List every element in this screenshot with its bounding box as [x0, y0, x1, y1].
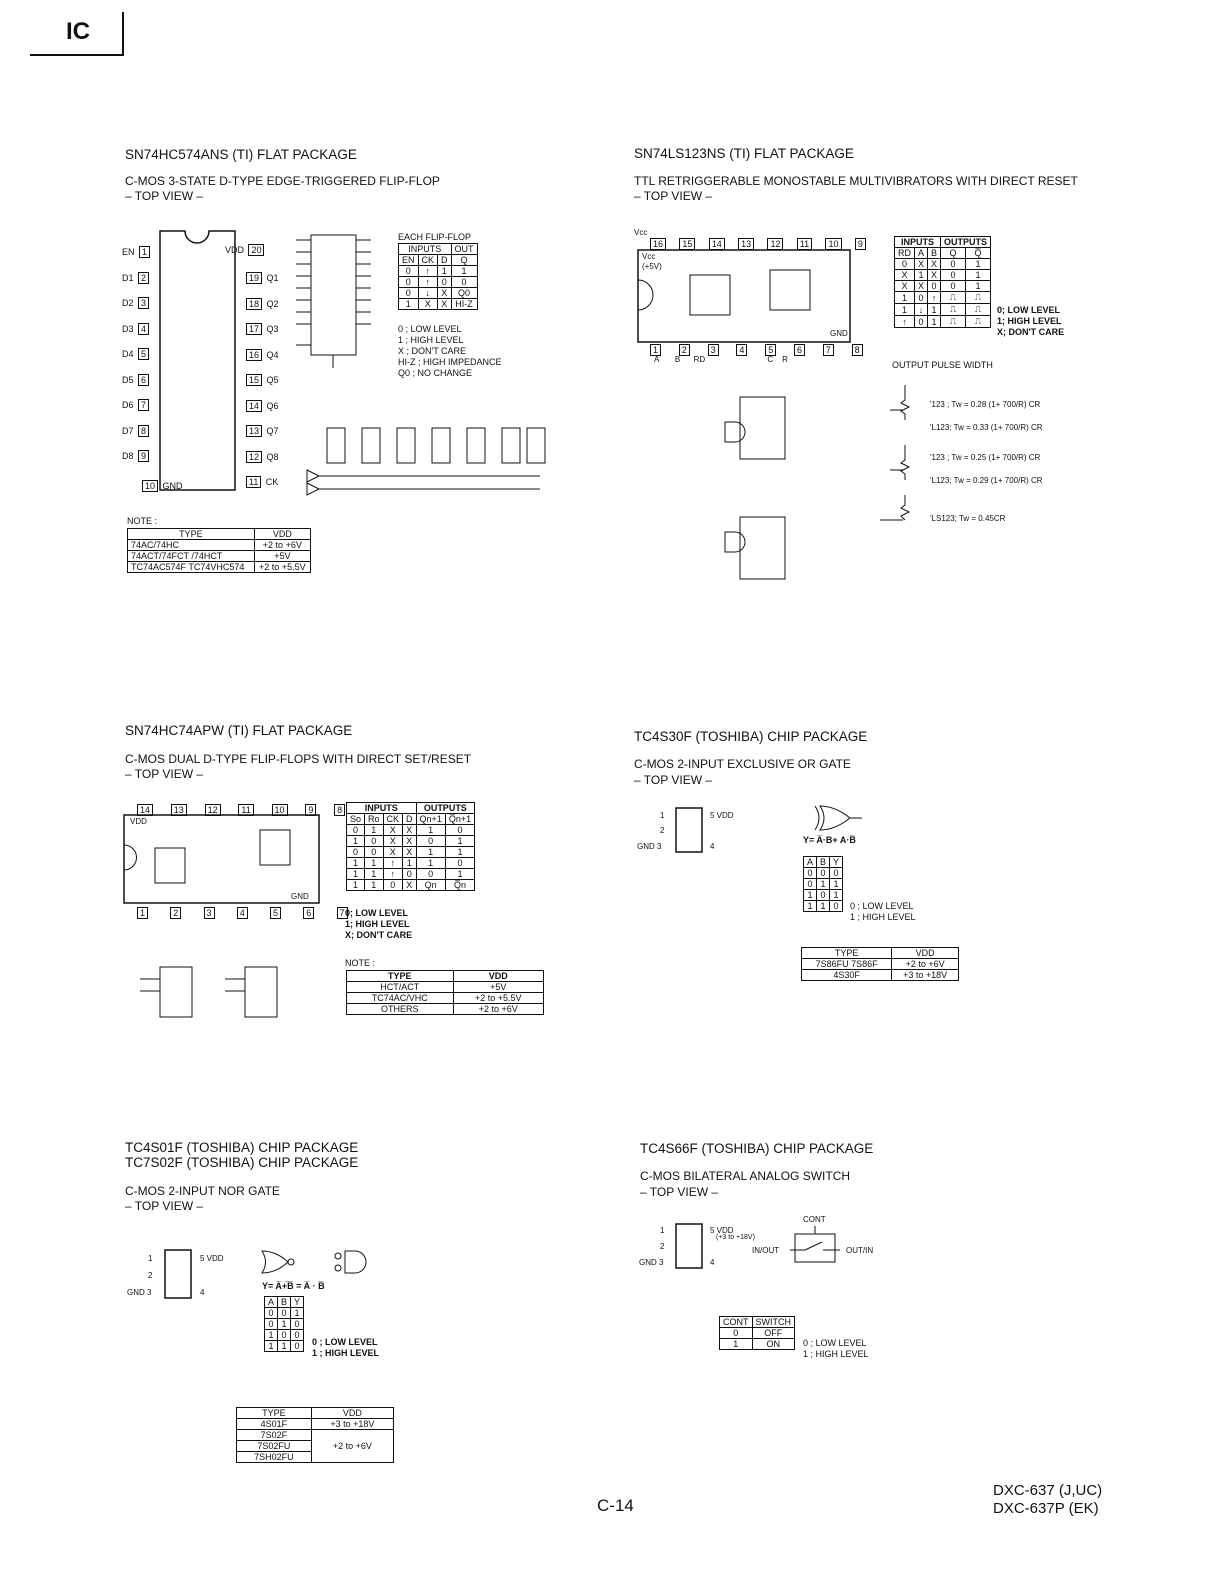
table-row: 1 1 0 [265, 1341, 304, 1352]
s4-truth-table: A B Y 0 0 0 0 1 1 1 0 1 1 1 0 [803, 856, 843, 912]
table-row: 0 1 0 [265, 1319, 304, 1330]
s1-vdd-label: VDD [225, 245, 245, 255]
s5-truth-table: A B Y 0 0 1 0 1 0 1 0 0 1 1 0 [264, 1296, 304, 1352]
s2-bottom-labels: A B RD C R [654, 355, 788, 364]
s1-left-pin: D1 2 [122, 268, 162, 294]
s6-truth-table: CONT SWITCH 0 OFF 1 ON [719, 1316, 795, 1350]
s3-gnd-label: GND [291, 892, 309, 901]
s1-left-pin: D7 8 [122, 421, 162, 447]
s5-desc: C-MOS 2-INPUT NOR GATE [125, 1184, 280, 1198]
s6-inout-label: IN/OUT [752, 1246, 780, 1255]
s1-desc: C-MOS 3-STATE D-TYPE EDGE-TRIGGERED FLIP-FLOP [125, 174, 440, 188]
s2-legend: 0; LOW LEVEL 1; HIGH LEVEL X; DON'T CARE [997, 305, 1065, 337]
s2-gnd-label: GND [830, 329, 848, 338]
table-row: 4S01F +3 to +18V [237, 1419, 394, 1430]
s6-pin: 5 VDD [710, 1226, 734, 1235]
s6-view: – TOP VIEW – [640, 1185, 719, 1199]
s2-pw-line: '123 ; Tw = 0.28 (1+ 700/R) CR [930, 400, 1041, 409]
s1-gnd-label: GND [162, 481, 183, 491]
s6-chip-body [674, 1222, 704, 1270]
s1-left-pin: D8 9 [122, 446, 162, 472]
s4-pin: 1 [660, 811, 665, 820]
s2-pw-title: OUTPUT PULSE WIDTH [892, 360, 993, 370]
table-row: X 1 X 0 1 [895, 270, 991, 281]
s6-pin: GND 3 [639, 1258, 664, 1267]
table-row: 7SH02FU [237, 1452, 394, 1463]
s1-left-pins [122, 242, 162, 472]
s2-vcc-sub: (+5V) [642, 262, 662, 271]
table-row: 1 X X HI-Z [399, 299, 478, 310]
s6-pin: 4 [710, 1258, 715, 1267]
table-row: 1 ON [720, 1339, 795, 1350]
s5-title: TC4S01F (TOSHIBA) CHIP PACKAGE TC7S02F (TOSHIBA) CHIP PACKAGE [125, 1140, 359, 1170]
table-row: 7S02FU [237, 1441, 394, 1452]
table-row: 0 ↓ X Q0 [399, 288, 478, 299]
s2-gate-diagrams [705, 392, 815, 602]
s3-truth-table: INPUTS OUTPUTS So Ro CK D Qn+1 Q̅n+1 0 1 X X 1 0 1 0 X X 0 1 0 0 X X 1 1 1 1 ↑ 1 1 0 1 1 ↑ 0 0 1 1 1 0 X Qn Q̅n [346, 802, 475, 891]
s3-top-pins: 14 13 12 11 10 9 8 [137, 800, 345, 818]
table-row: ↑ 0 1 ⎍ ⎍ [895, 316, 991, 328]
s6-switch-symbol [790, 1226, 840, 1266]
s5-pin: 5 VDD [200, 1254, 224, 1263]
s1-right-pin: 11 CK [246, 472, 296, 498]
s1-ff-table: INPUTS OUT EN CK D Q 0 ↑ 1 1 0 ↑ 0 0 0 ↓ X Q0 1 X X HI-Z [398, 243, 478, 310]
s5-nor-gate-symbols [250, 1248, 390, 1276]
s5-pin: GND 3 [127, 1288, 152, 1297]
s1-note-table: TYPE VDD 74AC/74HC +2 to +6V 74ACT/74FCT /74HCT +5V TC74AC574F TC74VHC574 +2 to +5.5V [127, 528, 311, 573]
model-numbers: DXC-637 (J,UC) DXC-637P (EK) [993, 1482, 1103, 1517]
s5-note-table: TYPE VDD 4S01F +3 to +18V 7S02F +2 to +6V 7S02FU 7SH02FU [236, 1407, 394, 1463]
s3-desc: C-MOS DUAL D-TYPE FLIP-FLOPS WITH DIRECT SET/RESET [125, 752, 472, 766]
table-row: 0 OFF [720, 1328, 795, 1339]
s6-legend: 0 ; LOW LEVEL 1 ; HIGH LEVEL [803, 1338, 869, 1359]
s2-title: SN74LS123NS (TI) FLAT PACKAGE [634, 146, 854, 161]
table-row: 1 1 0 X Qn Q̅n [347, 880, 475, 891]
s2-vcc-label: Vcc [634, 228, 648, 237]
s6-pin: (+3 to +18V) [716, 1234, 755, 1241]
table-row: 0 0 1 [265, 1308, 304, 1319]
s1-left-pin: D4 5 [122, 344, 162, 370]
s3-title: SN74HC74APW (TI) FLAT PACKAGE [125, 723, 353, 738]
s1-ff-head: INPUTS [399, 244, 452, 255]
s5-legend: 0 ; LOW LEVEL 1 ; HIGH LEVEL [312, 1337, 380, 1358]
s5-equation: Y= A̅+̅B̅ = A̅ · B̅ [262, 1281, 325, 1291]
s6-pin: 1 [660, 1226, 665, 1235]
table-row: 1 ↓ 1 ⎍ ⎍ [895, 304, 991, 316]
s1-right-pin: 17 Q3 [246, 319, 296, 345]
s1-ff-title: EACH FLIP-FLOP [398, 232, 472, 242]
s4-desc: C-MOS 2-INPUT EXCLUSIVE OR GATE [634, 757, 851, 771]
table-row: 1 0 ↑ ⎍ ⎍ [895, 292, 991, 304]
s1-left-pin: EN 1 [122, 242, 162, 268]
s1-note-label: NOTE : [127, 516, 158, 526]
table-row: X X 0 0 1 [895, 281, 991, 292]
s1-ff-chain-diagram [285, 398, 560, 498]
table-row: 0 X X 0 1 [895, 259, 991, 270]
s2-vcc-inner: Vcc [642, 252, 656, 261]
table-row: 0 1 1 [804, 879, 843, 890]
s2-top-pins: 16 15 14 13 12 11 10 9 [650, 234, 866, 252]
s4-title: TC4S30F (TOSHIBA) CHIP PACKAGE [634, 729, 868, 744]
table-row: 1 0 1 [804, 890, 843, 901]
s1-right-pin: 18 Q2 [246, 294, 296, 320]
s2-desc: TTL RETRIGGERABLE MONOSTABLE MULTIVIBRATORS WITH DIRECT RESET [634, 174, 1078, 188]
s4-view: – TOP VIEW – [634, 773, 713, 787]
s3-bottom-pins: 1 2 3 4 5 6 7 [137, 903, 348, 921]
table-row: TC74AC574F TC74VHC574 +2 to +5.5V [128, 562, 311, 573]
page-number: C-14 [597, 1496, 634, 1515]
s1-right-pin: 19 Q1 [246, 268, 296, 294]
s5-pin: 1 [148, 1254, 153, 1263]
s4-note-table: TYPE VDD 7S86FU 7S86F +2 to +6V 4S30F +3 to +18V [801, 947, 959, 981]
s4-pin: GND 3 [637, 842, 662, 851]
s5-pin: 2 [148, 1271, 153, 1280]
s6-title: TC4S66F (TOSHIBA) CHIP PACKAGE [640, 1141, 874, 1156]
s4-legend: 0 ; LOW LEVEL 1 ; HIGH LEVEL [850, 901, 916, 922]
s5-chip-body [163, 1248, 193, 1300]
s4-xor-gate-symbol [800, 803, 870, 833]
s1-title: SN74HC574ANS (TI) FLAT PACKAGE [125, 147, 357, 162]
header-label: IC [66, 18, 90, 45]
s3-view: – TOP VIEW – [125, 767, 204, 781]
s6-outin-label: OUT/IN [846, 1246, 874, 1255]
s3-note-table: TYPE VDD HCT/ACT +5V TC74AC/VHC +2 to +5.5V OTHERS +2 to +6V [346, 970, 544, 1015]
s1-view: – TOP VIEW – [125, 189, 204, 203]
s3-package-diagram [120, 810, 320, 910]
s3-vdd-label: VDD [130, 817, 147, 826]
table-row: 0 ↑ 1 1 [399, 266, 478, 277]
table-row: 74ACT/74FCT /74HCT +5V [128, 551, 311, 562]
table-row: 7S02F +2 to +6V [237, 1430, 394, 1441]
s1-right-pin: 15 Q5 [246, 370, 296, 396]
s1-left-pin: D3 4 [122, 319, 162, 345]
s4-equation: Y= A̅·B+ A·B̅ [803, 835, 856, 845]
s1-right-pin: 12 Q8 [246, 447, 296, 473]
table-row: 0 ↑ 0 0 [399, 277, 478, 288]
s6-cont-label: CONT [803, 1215, 826, 1224]
table-row: TC74AC/VHC +2 to +5.5V [347, 993, 544, 1004]
s2-pw-line: '123 ; Tw = 0.25 (1+ 700/R) CR [930, 453, 1041, 462]
table-row: 0 1 X X 1 0 [347, 825, 475, 836]
table-row: HCT/ACT +5V [347, 982, 544, 993]
s2-truth-table: INPUTS OUTPUTS RD A B Q Q̅ 0 X X 0 1 X 1 X 0 1 X X 0 0 1 1 0 ↑ ⎍ ⎍ 1 ↓ 1 ⎍ ⎍ ↑ 0 1 ⎍ ⎍ [894, 236, 991, 328]
s1-logic-symbol [296, 230, 376, 370]
s3-note-label: NOTE : [345, 958, 376, 968]
table-row: 74AC/74HC +2 to +6V [128, 540, 311, 551]
s3-legend: 0; LOW LEVEL 1; HIGH LEVEL X; DON'T CARE [345, 908, 413, 940]
table-row: 4S30F +3 to +18V [802, 970, 959, 981]
s3-ff-symbols [135, 955, 295, 1035]
s1-gnd-pin: 10 [142, 480, 158, 492]
table-row: 1 1 ↑ 0 0 1 [347, 869, 475, 880]
s1-right-pin: 14 Q6 [246, 396, 296, 422]
s5-view: – TOP VIEW – [125, 1199, 204, 1213]
table-row: 0 0 0 [804, 868, 843, 879]
table-row: 1 1 ↑ 1 1 0 [347, 858, 475, 869]
s4-pin: 4 [710, 842, 715, 851]
s1-vdd-pin: 20 [248, 244, 264, 256]
s2-pw-line: 'LS123; Tw = 0.45CR [930, 514, 1006, 523]
table-row: 1 1 0 [804, 901, 843, 912]
s1-right-pin: 16 Q4 [246, 345, 296, 371]
s6-pin: 2 [660, 1242, 665, 1251]
s2-pw-line: 'L123; Tw = 0.33 (1+ 700/R) CR [930, 423, 1043, 432]
s2-rc-diagrams [875, 380, 930, 530]
s5-pin: 4 [200, 1288, 205, 1297]
table-row: OTHERS +2 to +6V [347, 1004, 544, 1015]
s1-right-pin: 13 Q7 [246, 421, 296, 447]
s2-view: – TOP VIEW – [634, 189, 713, 203]
s1-left-pin: D2 3 [122, 293, 162, 319]
table-row: 1 0 X X 0 1 [347, 836, 475, 847]
s2-pw-line: 'L123; Tw = 0.29 (1+ 700/R) CR [930, 476, 1043, 485]
table-row: 1 0 0 [265, 1330, 304, 1341]
s6-desc: C-MOS BILATERAL ANALOG SWITCH [640, 1169, 851, 1183]
table-row: 7S86FU 7S86F +2 to +6V [802, 959, 959, 970]
s1-ff-legend: 0 ; LOW LEVEL 1 ; HIGH LEVEL X ; DON'T CARE HI-Z ; HIGH IMPEDANCE Q0 ; NO CHANGE [398, 324, 502, 378]
s1-ff-head: OUT [451, 244, 477, 255]
s1-left-pin: D5 6 [122, 370, 162, 396]
s4-chip-body [674, 806, 704, 854]
s4-pin: 5 VDD [710, 811, 734, 820]
s1-left-pin: D6 7 [122, 395, 162, 421]
table-row: 0 0 X X 1 1 [347, 847, 475, 858]
s4-pin: 2 [660, 826, 665, 835]
s2-bottom-pins: 1 2 3 4 5 6 7 8 [650, 340, 863, 358]
